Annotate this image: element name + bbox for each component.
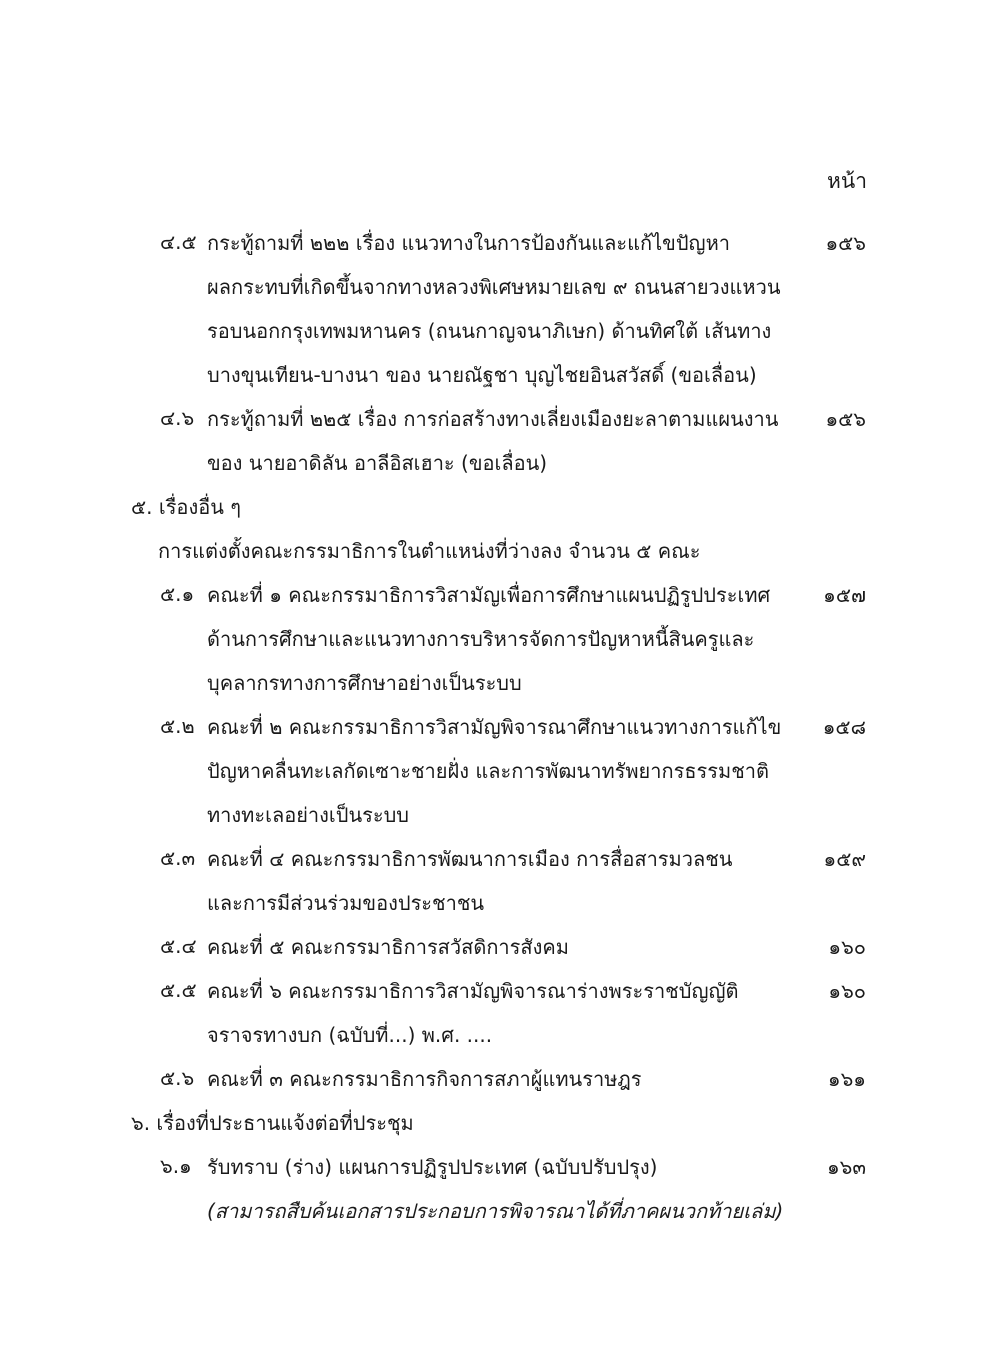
entry-page-number: ๑๕๗ <box>823 583 866 607</box>
entry-title-line: คณะที่ ๕ คณะกรรมาธิการสวัสดิการสังคม <box>207 935 569 959</box>
entry-number: ๕.๔ <box>160 934 197 958</box>
entry-title-line: และการมีส่วนร่วมของประชาชน <box>207 891 485 915</box>
entry-number: ๕.๓ <box>160 846 196 870</box>
entry-title-line: รอบนอกกรุงเทพมหานคร (ถนนกาญจนาภิเษก) ด้านทิศใต้ เส้นทาง <box>207 319 772 343</box>
entry-title-line: คณะที่ ๓ คณะกรรมาธิการกิจการสภาผู้แทนราษฎร <box>207 1067 642 1091</box>
entry-page-number: ๑๕๘ <box>822 715 866 739</box>
entry-title-line: คณะที่ ๖ คณะกรรมาธิการวิสามัญพิจารณาร่างพระราชบัญญัติ <box>207 979 739 1003</box>
entry-title-line: รับทราบ (ร่าง) แผนการปฏิรูปประเทศ (ฉบับปรับปรุง) <box>207 1155 658 1179</box>
page-column-label: หน้า <box>827 169 867 193</box>
section-heading: ๖. เรื่องที่ประธานแจ้งต่อที่ประชุม <box>131 1111 414 1135</box>
entry-page-number: ๑๖๓ <box>826 1155 866 1179</box>
entry-number: ๕.๕ <box>160 978 197 1002</box>
toc-entry <box>0 974 997 1062</box>
entry-number: ๕.๖ <box>160 1066 195 1090</box>
toc-entry <box>0 402 997 490</box>
entry-title-line: กระทู้ถามที่ ๒๒๕ เรื่อง การก่อสร้างทางเลี่ยงเมืองยะลาตามแผนงาน <box>207 407 779 431</box>
entry-page-number: ๑๕๖ <box>825 231 866 255</box>
entry-note: (สามารถสืบค้นเอกสารประกอบการพิจารณาได้ที่ภาคผนวกท้ายเล่ม) <box>207 1199 784 1223</box>
entry-title-line: คณะที่ ๑ คณะกรรมาธิการวิสามัญเพื่อการศึกษาแผนปฏิรูปประเทศ <box>207 583 771 607</box>
entry-number: ๖.๑ <box>160 1154 192 1178</box>
section-heading: ๕. เรื่องอื่น ๆ <box>131 495 241 519</box>
toc-entry <box>0 930 997 974</box>
entry-title-line: บางขุนเทียน-บางนา ของ นายณัฐชา บุญไชยอินสวัสดิ์ (ขอเลื่อน) <box>207 363 757 387</box>
toc-entry <box>0 578 997 710</box>
entry-page-number: ๑๖๑ <box>827 1067 866 1091</box>
entry-page-number: ๑๕๖ <box>825 407 866 431</box>
section-intro-text: การแต่งตั้งคณะกรรมาธิการในตำแหน่งที่ว่างลง จำนวน ๕ คณะ <box>158 539 701 563</box>
entry-number: ๔.๖ <box>160 406 195 430</box>
entry-page-number: ๑๖๐ <box>828 979 866 1003</box>
toc-entry <box>0 1062 997 1106</box>
entry-title-line: จราจรทางบก (ฉบับที่...) พ.ศ. .... <box>207 1023 493 1047</box>
toc-entry <box>0 1150 997 1238</box>
entry-title-line: ผลกระทบที่เกิดขึ้นจากทางหลวงพิเศษหมายเลข ๙ ถนนสายวงแหวน <box>207 275 781 299</box>
entry-page-number: ๑๖๐ <box>828 935 866 959</box>
entry-title-line: ปัญหาคลื่นทะเลกัดเซาะชายฝั่ง และการพัฒนาทรัพยากรธรรมชาติ <box>207 759 770 783</box>
entry-title-line: คณะที่ ๔ คณะกรรมาธิการพัฒนาการเมือง การสื่อสารมวลชน <box>207 847 733 871</box>
entry-title-line: กระทู้ถามที่ ๒๒๒ เรื่อง แนวทางในการป้องกันและแก้ไขปัญหา <box>207 231 730 255</box>
entry-title-line: ทางทะเลอย่างเป็นระบบ <box>207 803 410 827</box>
entry-title-line: คณะที่ ๒ คณะกรรมาธิการวิสามัญพิจารณาศึกษาแนวทางการแก้ไข <box>207 715 782 739</box>
entry-title-line: ของ นายอาดิลัน อาลีอิสเฮาะ (ขอเลื่อน) <box>207 451 548 475</box>
entry-number: ๕.๑ <box>160 582 195 606</box>
toc-entry <box>0 226 997 402</box>
entry-title-line: ด้านการศึกษาและแนวทางการบริหารจัดการปัญหาหนี้สินครูและ <box>207 627 755 651</box>
table-of-contents <box>0 226 997 1238</box>
entry-title-line: บุคลากรทางการศึกษาอย่างเป็นระบบ <box>207 671 522 695</box>
toc-entry <box>0 710 997 842</box>
entry-number: ๕.๒ <box>160 714 195 738</box>
entry-page-number: ๑๕๙ <box>823 847 866 871</box>
entry-number: ๔.๕ <box>160 230 197 254</box>
toc-entry <box>0 842 997 930</box>
